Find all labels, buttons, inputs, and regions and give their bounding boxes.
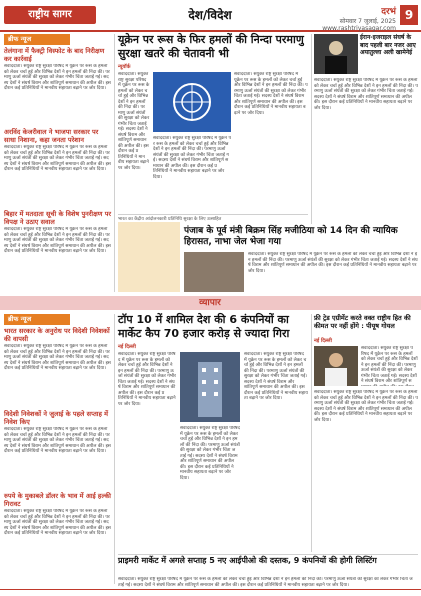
primary-market-headline: प्राइमरी मार्केट में अगले सप्ताह 5 नए आईपीओ की दस्तक, 9 कंपनियों की होगी लिस्टिंग	[118, 556, 377, 565]
top10-headline: टॉप 10 में शामिल देश की 6 कंपनियों का मार्केट कैप 70 हजार करोड़ से ज्यादा गिरा	[118, 313, 290, 340]
brief-bottom-body-2: संवाददाता। संयुक्त राष्ट्र सुरक्षा परिषद में यूक्रेन पर रूस के हमलों को लेकर चर्चा हुई और विभिन्न देशों ने इन हमलों की निंदा की। परमाणु ऊर्जा संयंत्रों की सुरक्षा को लेकर गंभीर चिंता जताई गई। सदस्य देशों ने संघर्ष विराम और शांतिपूर्ण समाधान की अपील की। इस दौरान कई प्रतिनिधियों ने मानवीय सहायता बढ़ाने पर जोर दिया।	[4, 427, 111, 454]
goyal-photo	[314, 346, 358, 386]
divider	[118, 214, 308, 215]
brief-news-tab: ब्रीफ न्यूज	[4, 34, 70, 45]
top10-body-col3: संवाददाता। संयुक्त राष्ट्र सुरक्षा परिषद में यूक्रेन पर रूस के हमलों को लेकर चर्चा हुई और विभिन्न देशों ने इन हमलों की निंदा की। परमाणु ऊर्जा संयंत्रों की सुरक्षा को लेकर गंभीर चिंता जताई गई। सदस्य देशों ने संघर्ष विराम और शांतिपूर्ण समाधान की अपील की। इस दौरान कई प्रतिनिधियों ने मानवीय सहायता बढ़ाने पर जोर दिया।	[244, 352, 308, 401]
page-number: 9	[400, 5, 418, 25]
iran-body: संवाददाता। संयुक्त राष्ट्र सुरक्षा परिषद में यूक्रेन पर रूस के हमलों को लेकर चर्चा हुई और विभिन्न देशों ने इन हमलों की निंदा की। परमाणु ऊर्जा संयंत्रों की सुरक्षा को लेकर गंभीर चिंता जताई गई। सदस्य देशों ने संघर्ष विराम और शांतिपूर्ण समाधान की अपील की। इस दौरान कई प्रतिनिधियों ने मानवीय सहायता बढ़ाने पर जोर दिया।	[314, 78, 418, 111]
brief-body-1: संवाददाता। संयुक्त राष्ट्र सुरक्षा परिषद में यूक्रेन पर रूस के हमलों को लेकर चर्चा हुई और विभिन्न देशों ने इन हमलों की निंदा की। परमाणु ऊर्जा संयंत्रों की सुरक्षा को लेकर गंभीर चिंता जताई गई। सदस्य देशों ने संघर्ष विराम और शांतिपूर्ण समाधान की अपील की। इस दौरान कई प्रतिनिधियों ने मानवीय सहायता बढ़ाने पर जोर दिया।	[4, 64, 111, 91]
column-divider	[311, 314, 312, 552]
un-emblem-photo	[153, 72, 231, 132]
top10-body-col1: संवाददाता। संयुक्त राष्ट्र सुरक्षा परिषद में यूक्रेन पर रूस के हमलों को लेकर चर्चा हुई और विभिन्न देशों ने इन हमलों की निंदा की। परमाणु ऊर्जा संयंत्रों की सुरक्षा को लेकर गंभीर चिंता जताई गई। सदस्य देशों ने संघर्ष विराम और शांतिपूर्ण समाधान की अपील की। इस दौरान कई प्रतिनिधियों ने मानवीय सहायता बढ़ाने पर जोर दिया।	[118, 352, 176, 407]
column-divider	[114, 314, 115, 584]
divider	[118, 554, 418, 555]
free-trade-headline: फ्री ट्रेड एग्रीमेंट करते वक्त राष्ट्रीय हित की कीमत पर नहीं होंगे : पीयूष गोयल	[314, 314, 411, 330]
brief-body-2: संवाददाता। संयुक्त राष्ट्र सुरक्षा परिषद में यूक्रेन पर रूस के हमलों को लेकर चर्चा हुई और विभिन्न देशों ने इन हमलों की निंदा की। परमाणु ऊर्जा संयंत्रों की सुरक्षा को लेकर गंभीर चिंता जताई गई। सदस्य देशों ने संघर्ष विराम और शांतिपूर्ण समाधान की अपील की। इस दौरान कई प्रतिनिधियों ने मानवीय सहायता बढ़ाने पर जोर दिया।	[4, 145, 111, 172]
advert-box	[118, 222, 180, 292]
lead-headline: यूक्रेन पर रूस के फिर हमलों की निन्दा परमाणु सुरक्षा खतरे की चेतावनी भी	[118, 33, 304, 60]
brief-bottom-headline-1: भारत सरकार के अनुरोध पर विदेशी निवेशकों की वापसी	[4, 327, 110, 343]
lead-body-col2: संवाददाता। संयुक्त राष्ट्र सुरक्षा परिषद में यूक्रेन पर रूस के हमलों को लेकर चर्चा हुई और विभिन्न देशों ने इन हमलों की निंदा की। परमाणु ऊर्जा संयंत्रों की सुरक्षा को लेकर गंभीर चिंता जताई गई। सदस्य देशों ने संघर्ष विराम और शांतिपूर्ण समाधान की अपील की। इस दौरान कई प्रतिनिधियों ने मानवीय सहायता बढ़ाने पर जोर दिया।	[153, 136, 231, 180]
section-title: देश/विदेश	[188, 8, 232, 22]
brief-bottom-headline-3: रुपये के मुकाबले डॉलर के भाव में आई हल्की गिरावट	[4, 492, 111, 508]
un-emblem-icon	[153, 72, 231, 132]
punjab-photo	[184, 252, 244, 292]
website: www.rashtriyasagar.com	[322, 25, 396, 32]
top10-body-col2: संवाददाता। संयुक्त राष्ट्र सुरक्षा परिषद में यूक्रेन पर रूस के हमलों को लेकर चर्चा हुई और विभिन्न देशों ने इन हमलों की निंदा की। परमाणु ऊर्जा संयंत्रों की सुरक्षा को लेकर गंभीर चिंता जताई गई। सदस्य देशों ने संघर्ष विराम और शांतिपूर्ण समाधान की अपील की। इस दौरान कई प्रतिनिधियों ने मानवीय सहायता बढ़ाने पर जोर दिया।	[180, 426, 240, 481]
punjab-body: संवाददाता। संयुक्त राष्ट्र सुरक्षा परिषद में यूक्रेन पर रूस के हमलों को लेकर चर्चा हुई और विभिन्न देशों ने इन हमलों की निंदा की। परमाणु ऊर्जा संयंत्रों की सुरक्षा को लेकर गंभीर चिंता जताई गई। सदस्य देशों ने संघर्ष विराम और शांतिपूर्ण समाधान की अपील की। इस दौरान कई प्रतिनिधियों ने मानवीय सहायता बढ़ाने पर जोर दिया।	[248, 252, 418, 274]
lead-dateline: न्यूयॉर्क	[118, 64, 131, 70]
brief-news-tab-bottom: ब्रीफ न्यूज	[4, 314, 70, 325]
edition-city: दरभं	[381, 7, 396, 17]
brief-body-3: संवाददाता। संयुक्त राष्ट्र सुरक्षा परिषद में यूक्रेन पर रूस के हमलों को लेकर चर्चा हुई और विभिन्न देशों ने इन हमलों की निंदा की। परमाणु ऊर्जा संयंत्रों की सुरक्षा को लेकर गंभीर चिंता जताई गई। सदस्य देशों ने संघर्ष विराम और शांतिपूर्ण समाधान की अपील की। इस दौरान कई प्रतिनिधियों ने मानवीय सहायता बढ़ाने पर जोर दिया।	[4, 227, 111, 254]
business-section-label: व्यापार	[199, 298, 221, 308]
lead-body-col1: संवाददाता। संयुक्त राष्ट्र सुरक्षा परिषद में यूक्रेन पर रूस के हमलों को लेकर चर्चा हुई और विभिन्न देशों ने इन हमलों की निंदा की। परमाणु ऊर्जा संयंत्रों की सुरक्षा को लेकर गंभीर चिंता जताई गई। सदस्य देशों ने संघर्ष विराम और शांतिपूर्ण समाधान की अपील की। इस दौरान कई प्रतिनिधियों ने मानवीय सहायता बढ़ाने पर जोर दिया।	[118, 72, 150, 171]
edition-date: सोमवार 7 जुलाई, 2025	[339, 18, 396, 25]
brief-headline-3: बिहार में मतदाता सूची के विशेष पुनरीक्षण पर विपक्ष ने उठाए सवाल	[4, 210, 112, 226]
column-divider	[311, 34, 312, 224]
top10-dateline: नई दिल्ली	[118, 344, 136, 350]
punjab-headline: पंजाब के पूर्व मंत्री बिक्रम सिंह मजीठिया को 14 दिन की न्यायिक हिरासत, नाभा जेल भेजा गया	[184, 226, 398, 247]
column-divider	[114, 34, 115, 292]
edition-info	[292, 4, 396, 32]
lead-photo-caption: भारत का केंद्रीय आंदोलनकारी प्रतिनिधि सुरक्षा के लिए उत्साहित	[118, 217, 222, 222]
iran-headline: ईरान-इजराइल संघर्ष के बाद पहली बार नजर आए अयातुल्ला अली खामेनेई	[360, 34, 416, 56]
building-icon	[180, 352, 240, 422]
lead-body-col3: संवाददाता। संयुक्त राष्ट्र सुरक्षा परिषद में यूक्रेन पर रूस के हमलों को लेकर चर्चा हुई और विभिन्न देशों ने इन हमलों की निंदा की। परमाणु ऊर्जा संयंत्रों की सुरक्षा को लेकर गंभीर चिंता जताई गई। सदस्य देशों ने संघर्ष विराम और शांतिपूर्ण समाधान की अपील की। इस दौरान कई प्रतिनिधियों ने मानवीय सहायता बढ़ाने पर जोर दिया।	[234, 72, 308, 116]
free-trade-body-a: संवाददाता। संयुक्त राष्ट्र सुरक्षा परिषद में यूक्रेन पर रूस के हमलों को लेकर चर्चा हुई और विभिन्न देशों ने इन हमलों की निंदा की। परमाणु ऊर्जा संयंत्रों की सुरक्षा को लेकर गंभीर चिंता जताई गई। सदस्य देशों ने संघर्ष विराम और शांतिपूर्ण स	[361, 346, 418, 384]
newspaper-brand: राष्ट्रीय सागर	[4, 6, 96, 24]
free-trade-body-b: संवाददाता। संयुक्त राष्ट्र सुरक्षा परिषद में यूक्रेन पर रूस के हमलों को लेकर चर्चा हुई और विभिन्न देशों ने इन हमलों की निंदा की। परमाणु ऊर्जा संयंत्रों की सुरक्षा को लेकर गंभीर चिंता जताई गई। सदस्य देशों ने संघर्ष विराम और शांतिपूर्ण समाधान की अपील की। इस दौरान कई प्रतिनिधियों ने मानवीय सहायता बढ़ाने पर जोर दिया।	[314, 390, 418, 423]
khamenei-photo	[314, 34, 358, 74]
brief-bottom-body-1: संवाददाता। संयुक्त राष्ट्र सुरक्षा परिषद में यूक्रेन पर रूस के हमलों को लेकर चर्चा हुई और विभिन्न देशों ने इन हमलों की निंदा की। परमाणु ऊर्जा संयंत्रों की सुरक्षा को लेकर गंभीर चिंता जताई गई। सदस्य देशों ने संघर्ष विराम और शांतिपूर्ण समाधान की अपील की। इस दौरान कई प्रतिनिधियों ने मानवीय सहायता बढ़ाने पर जोर दिया।	[4, 344, 111, 371]
brief-headline-1: तेलंगाना में फैक्ट्री विस्फोट के बाद निरीक्षण कर कार्रवाई	[4, 47, 105, 63]
primary-market-body: संवाददाता। संयुक्त राष्ट्र सुरक्षा परिषद में यूक्रेन पर रूस के हमलों को लेकर चर्चा हुई और विभिन्न देशों ने इन हमलों की निंदा की। परमाणु ऊर्जा संयंत्रों की सुरक्षा को लेकर गंभीर चिंता जताई गई। सदस्य देशों ने संघर्ष विराम और शांतिपूर्ण समाधान की अपील की। इस दौरान कई प्रतिनिधियों ने मानवीय सहायता बढ़ाने पर जोर दिया।	[118, 577, 413, 588]
brief-bottom-body-3: संवाददाता। संयुक्त राष्ट्र सुरक्षा परिषद में यूक्रेन पर रूस के हमलों को लेकर चर्चा हुई और विभिन्न देशों ने इन हमलों की निंदा की। परमाणु ऊर्जा संयंत्रों की सुरक्षा को लेकर गंभीर चिंता जताई गई। सदस्य देशों ने संघर्ष विराम और शांतिपूर्ण समाधान की अपील की। इस दौरान कई प्रतिनिधियों ने मानवीय सहायता बढ़ाने पर जोर दिया।	[4, 509, 111, 536]
stock-exchange-photo	[180, 352, 240, 422]
free-trade-dateline: नई दिल्ली	[314, 338, 332, 344]
person-icon	[314, 346, 358, 386]
brief-bottom-headline-2: विदेशी निवेशकों ने जुलाई के पहले सप्ताह में निवेश किए	[4, 410, 109, 426]
brief-headline-2: अरविंद केजरीवाल ने भाजपा सरकार पर साधा निशाना, कहा जनता परेशान	[4, 128, 99, 144]
person-icon	[314, 34, 358, 74]
